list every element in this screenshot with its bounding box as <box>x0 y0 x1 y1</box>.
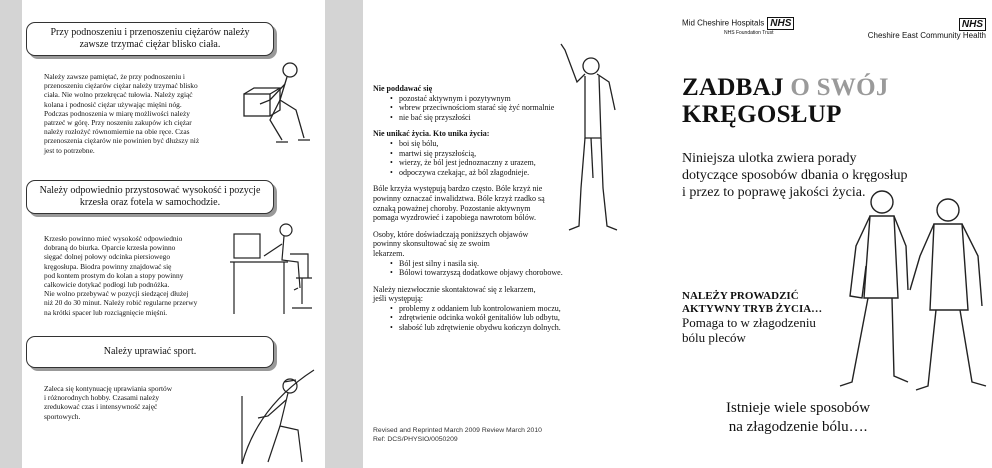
list-item: • zdrętwienie odcinka wokół genitaliów lub odbytu, <box>399 313 605 323</box>
chair-heading: Należy odpowiednio przystosować wysokość i pozycje krzesła oraz fotela w samochodzie. <box>39 185 261 208</box>
list-item: • wierzy, że ból jest jednoznaczny z urazem, <box>399 158 605 168</box>
panel-cover <box>660 0 992 468</box>
panel-left <box>22 0 325 468</box>
list-item: • problemy z oddaniem lub kontrolowaniem moczu, <box>399 304 605 314</box>
fisherman-illustration <box>228 366 322 466</box>
back-pain-paragraph: Bóle krzyża występują bardzo często. Bóle krzyż nie powinny oznaczać inwalidztwa. Bóle krzyż rzadko są oznaką poważnej choroby. Pozostanie aktywnym pomaga wyzdrowieć i zapobiega nawrotom bólów. <box>373 184 545 223</box>
chair-heading-box <box>26 180 274 214</box>
lifting-heading-box <box>26 22 274 56</box>
list-item: • Bólowi towarzyszą dodatkowe objawy chorobowe. <box>399 268 605 278</box>
dont-give-up-heading: Nie poddawać się <box>373 84 433 93</box>
list-item: • pozostać aktywnym i pozytywnym <box>399 94 605 104</box>
lifting-person-illustration <box>240 60 322 148</box>
avoid-life-section <box>373 129 605 177</box>
middle-grey-strip <box>325 0 363 468</box>
sport-heading-box <box>26 336 274 368</box>
advice-text <box>373 84 605 340</box>
avoid-life-heading: Nie unikać życia. Kto unika życia: <box>373 129 490 139</box>
dont-give-up-section <box>373 84 605 122</box>
org-cheshire-east-name: Cheshire East Community Health <box>867 31 986 40</box>
list-item: • słabość lub zdrętwienie obydwu kończyn dolnych. <box>399 323 605 333</box>
list-item: • nie bać się przyszłości <box>399 113 605 123</box>
lifting-text: Należy zawsze pamiętać, że przy podnoszeniu i przenoszeniu ciężarów ciężar należy trzymać blisko ciała. Nie wolno przekręcać tułowia. Należy zgiąć kolana i podnosić ciężar używając mięśni nóg. Podczas podnoszenia w miarę możliwości należy patrzeć w górę. Przy noszeniu zakupów ich ciężar należy rozłożyć równomiernie na obie ręce. Czas przenoszenia ciężarów nie powinien być dłuższy niż jest to potrzebne. <box>44 72 200 155</box>
leaflet-title: ZADBAJ O SWÓJ KRĘGOSŁUP <box>682 74 889 128</box>
nhs-logo: NHS <box>767 17 794 30</box>
org-cheshire-east <box>842 18 986 41</box>
sport-heading: Należy uprawiać sport. <box>103 346 197 357</box>
org-mid-cheshire-name: Mid Cheshire Hospitals <box>682 18 765 28</box>
urgent-contact-section: Należy niezwłocznie skontaktować się z lekarzem, jeśli występują: • problemy z oddaniem lub kontrolowaniem moczu, • zdrętwienie odcinka wokół genitaliów lub odbytu, • słabość lub zdrętwienie obydwu kończyn dolnych. <box>373 285 605 333</box>
nhs-logo: NHS <box>959 18 986 31</box>
consult-doctor-section: Osoby, które doświadczają poniższych objawów powinny skonsultować się ze swoim lekarzem. • Ból jest silny i nasila się. • Bólowi towarzyszą dodatkowe objawy chorobowe. <box>373 230 605 278</box>
chair-text: Krzesło powinno mieć wysokość odpowiednio dobraną do biurka. Oparcie krzesła powinno sięgać dolnej połowy odcinka piersiowego kręgosłupa. Biodra powinny znajdować się pod kontem prostym do kolan a stopy powinny całkowicie dotykać podłogi lub podnóżka. Nie wolno przebywać w pozycji siedzącej dłużej niż 20 do 30 minut. Należy robić regularne przerwy na krótki spacer lub rozciągnięcie mięśni. <box>44 234 198 317</box>
org-mid-cheshire <box>682 17 832 37</box>
list-item: • boi się bólu, <box>399 139 605 149</box>
revision-footer: Revised and Reprinted March 2009 Review March 2010 Ref: DCS/PHYSIO/0050209 <box>373 427 542 443</box>
desk-person-illustration <box>228 218 320 316</box>
left-grey-strip <box>0 0 22 468</box>
lifting-heading: Przy podnoszeniu i przenoszeniu ciężarów należy zawsze trzymać ciężar blisko ciała. <box>50 27 250 50</box>
sport-text: Zaleca się kontynuację uprawiania sportów i różnorodnych hobby. Czasami należy zredukować czas i intensywność zajęć sportowych. <box>44 384 173 421</box>
list-item: • martwi się przyszłością, <box>399 149 605 159</box>
list-item: • odpoczywa czekając, aż ból złagodnieje. <box>399 168 605 178</box>
list-item: • wbrew przeciwnościom starać się żyć normalnie <box>399 103 605 113</box>
panel-middle <box>363 0 660 468</box>
active-lifestyle-block: NALEŻY PROWADZIĆ AKTYWNY TRYB ŻYCIA… Pomaga to w złagodzeniu bólu pleców <box>682 290 823 345</box>
intro-text: Niniejsza ulotka zwiera porady dotyczące sposobów dbania o kręgosłup i przez to poprawę jakości życia. <box>682 151 908 200</box>
org-mid-cheshire-sub: NHS Foundation Trust <box>724 30 774 36</box>
list-item: • Ból jest silny i nasila się. <box>399 259 605 269</box>
closing-text: Istnieje wiele sposobów na złagodzenie bólu…. <box>726 400 871 435</box>
